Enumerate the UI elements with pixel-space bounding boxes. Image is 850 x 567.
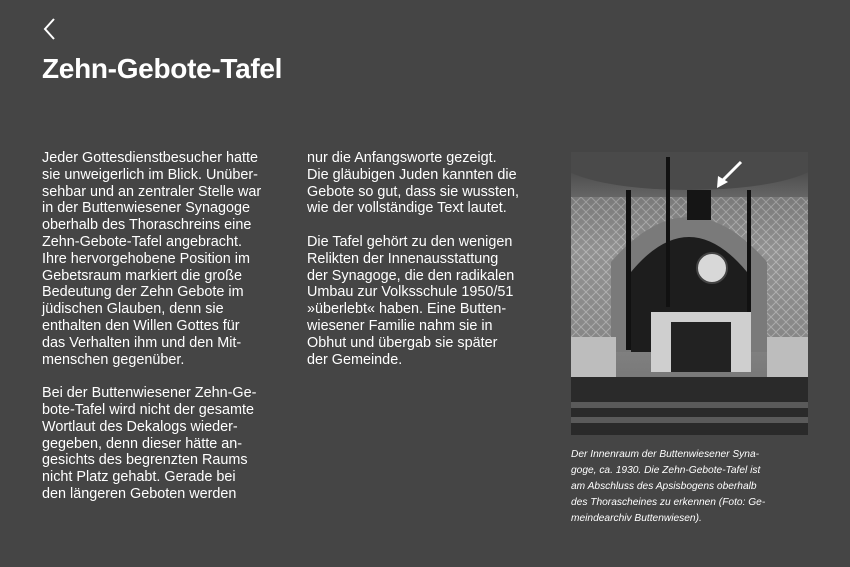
paragraph: Die Tafel gehört zu den wenigen Relikten der Innenausstattung der Synagoge, die den radikalen Umbau zur Volksschule 1950/51 »überlebt« haben. Eine Butten- wiesener Familie nahm sie in Obhut und übergab sie später der Gemeinde. [307,233,515,368]
synagogue-interior-photo [571,152,808,435]
paragraph: nur die Anfangsworte gezeigt. Die gläubigen Juden kannten die Gebote so gut, dass sie wussten, wie der vollständige Text lautet. [307,150,519,217]
paragraph: Jeder Gottesdienstbesucher hatte sie unweigerlich im Blick. Unüber- sehbar und an zentraler Stelle war in der Buttenwiesener Synagoge oberhalb des Thoraschreins eine Zehn-Gebote-Tafel angebracht. Ihre hervorgehobene Position im Gebetsraum markiert die große Bedeutung der Zehn Gebote im jüdischen Glauben, denn sie enthalten den Willen Gottes für das Verhalten ihm und den Mit- menschen gegenüber. [42,150,262,368]
chevron-left-icon [40,16,62,42]
page-title: Zehn-Gebote-Tafel [42,53,283,84]
photo-illustration [571,152,808,435]
photo-caption: Der Innenraum der Buttenwiesener Syna- goge, ca. 1930. Die Zehn-Gebote-Tafel ist am Abschluss des Apsisbogens oberhalb des Thorascheines zu erkennen (Foto: Ge- meindearchiv Buttenwiesen). [571,449,766,525]
back-button[interactable] [40,16,62,42]
text-column-1 [42,150,292,520]
text-column-2 [307,150,547,385]
paragraph: Bei der Buttenwiesener Zehn-Ge- bote-Tafel wird nicht der gesamte Wortlaut des Dekalogs wieder- gegeben, denn dieser hätte an- gesichts des begrenzten Raums nicht Platz gehabt. Gerade bei den längeren Geboten werden [42,385,257,502]
